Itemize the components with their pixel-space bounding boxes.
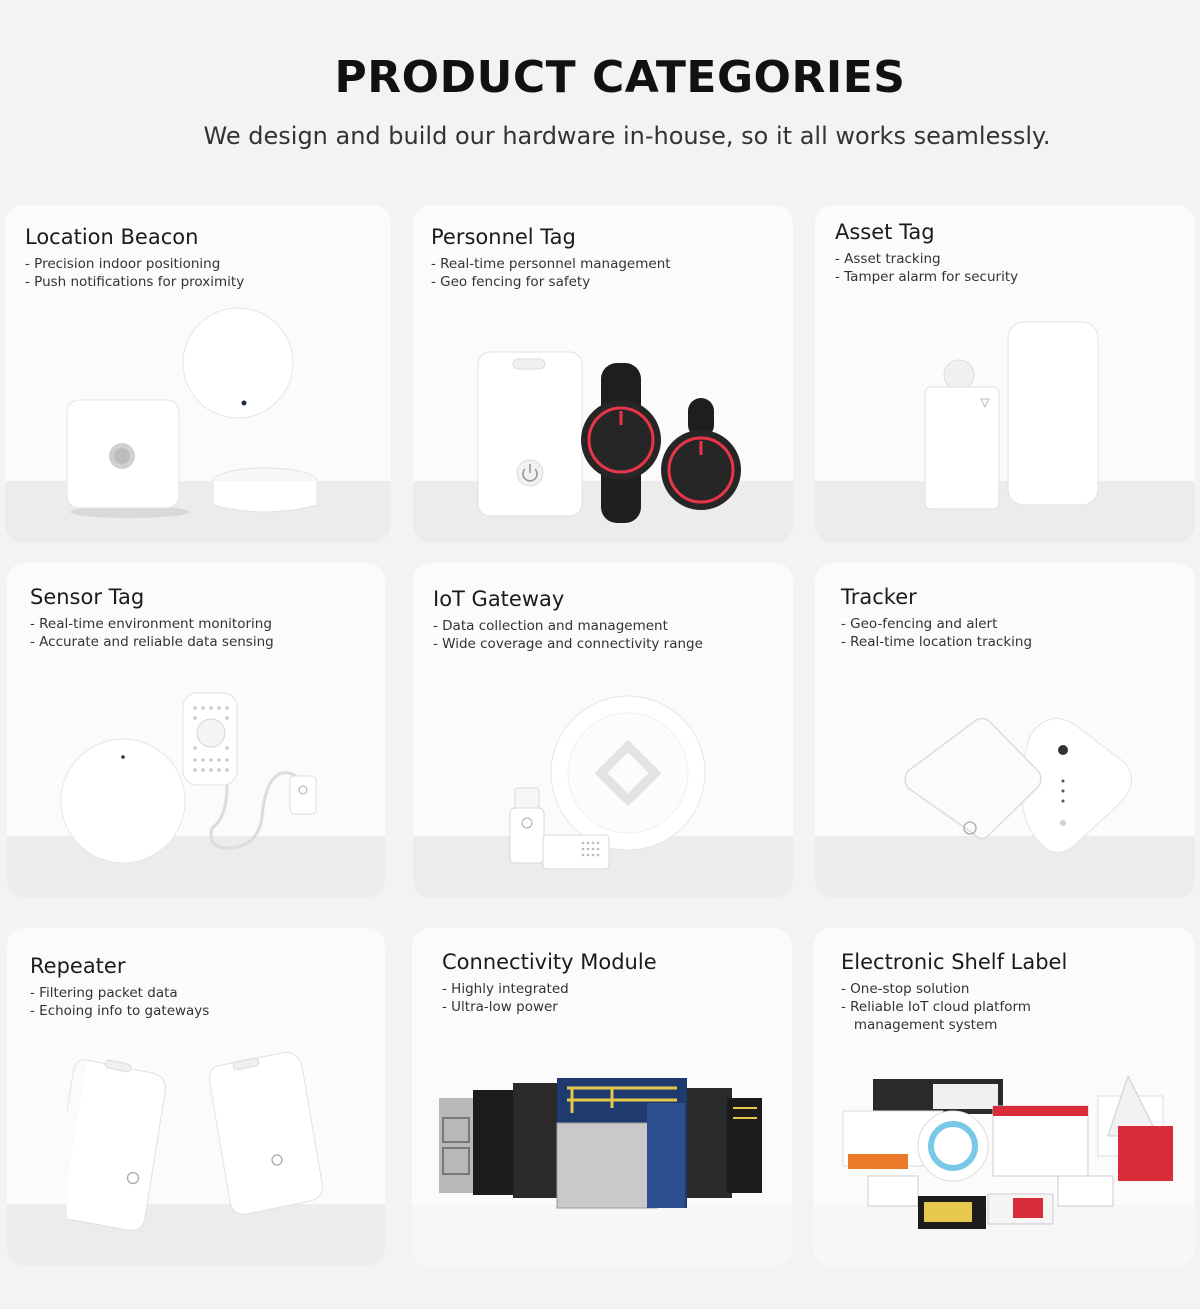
feature-list bbox=[835, 250, 1018, 286]
feature-list bbox=[841, 615, 1032, 651]
category-card-repeater[interactable] bbox=[7, 928, 385, 1266]
feature-item: - Wide coverage and connectivity range bbox=[433, 636, 703, 652]
iot-gateway-icon bbox=[503, 688, 733, 878]
card-title: Repeater bbox=[30, 954, 126, 978]
card-title: Tracker bbox=[841, 585, 917, 609]
personnel-tag-icon bbox=[473, 345, 763, 525]
electronic-shelf-label-icon bbox=[838, 1076, 1178, 1236]
category-card-electronic-shelf-label[interactable] bbox=[813, 928, 1195, 1266]
feature-list bbox=[25, 255, 244, 291]
page-title: PRODUCT CATEGORIES bbox=[334, 52, 906, 103]
feature-item: - Filtering packet data bbox=[30, 985, 178, 1001]
feature-item: - Asset tracking bbox=[835, 251, 941, 267]
feature-list bbox=[431, 255, 671, 291]
feature-item: - Highly integrated bbox=[442, 981, 569, 997]
card-title: IoT Gateway bbox=[433, 587, 565, 611]
category-card-personnel-tag[interactable] bbox=[413, 205, 793, 543]
location-beacon-icon bbox=[55, 305, 345, 525]
card-title: Connectivity Module bbox=[442, 950, 657, 974]
card-title: Electronic Shelf Label bbox=[841, 950, 1068, 974]
feature-list bbox=[433, 617, 703, 653]
feature-item: - Reliable IoT cloud platform management system bbox=[841, 999, 1031, 1033]
feature-item: - Echoing info to gateways bbox=[30, 1003, 210, 1019]
repeater-icon bbox=[67, 1048, 337, 1253]
asset-tag-icon bbox=[915, 315, 1115, 525]
page-subtitle: We design and build our hardware in-house, so it all works seamlessly. bbox=[203, 122, 1051, 150]
category-card-location-beacon[interactable] bbox=[5, 205, 391, 543]
category-card-iot-gateway[interactable] bbox=[413, 563, 793, 898]
feature-item: - Real-time location tracking bbox=[841, 634, 1033, 650]
category-card-connectivity-module[interactable] bbox=[412, 928, 792, 1266]
feature-item: - Accurate and reliable data sensing bbox=[30, 634, 274, 650]
card-title: Location Beacon bbox=[25, 225, 199, 249]
feature-item: - Real-time personnel management bbox=[431, 256, 671, 272]
feature-list bbox=[30, 615, 274, 651]
feature-item: - Ultra-low power bbox=[442, 999, 558, 1015]
tracker-icon bbox=[900, 713, 1150, 863]
feature-item: - Geo fencing for safety bbox=[431, 274, 591, 290]
sensor-tag-icon bbox=[57, 688, 337, 868]
category-card-sensor-tag[interactable] bbox=[7, 563, 385, 898]
feature-item: - Data collection and management bbox=[433, 618, 668, 634]
feature-item: - Tamper alarm for security bbox=[835, 269, 1019, 285]
category-card-asset-tag[interactable] bbox=[815, 205, 1195, 543]
feature-item: - Geo-fencing and alert bbox=[841, 616, 998, 632]
feature-list bbox=[841, 980, 1031, 1034]
feature-item: - Precision indoor positioning bbox=[25, 256, 221, 272]
feature-item: - Push notifications for proximity bbox=[25, 274, 245, 290]
feature-item: - One-stop solution bbox=[841, 981, 970, 997]
feature-item: - Real-time environment monitoring bbox=[30, 616, 272, 632]
card-title: Personnel Tag bbox=[431, 225, 576, 249]
card-title: Sensor Tag bbox=[30, 585, 145, 609]
category-card-tracker[interactable] bbox=[815, 563, 1195, 898]
connectivity-module-icon bbox=[437, 1078, 767, 1218]
feature-list bbox=[30, 984, 209, 1020]
feature-list bbox=[442, 980, 569, 1016]
card-title: Asset Tag bbox=[835, 220, 935, 244]
